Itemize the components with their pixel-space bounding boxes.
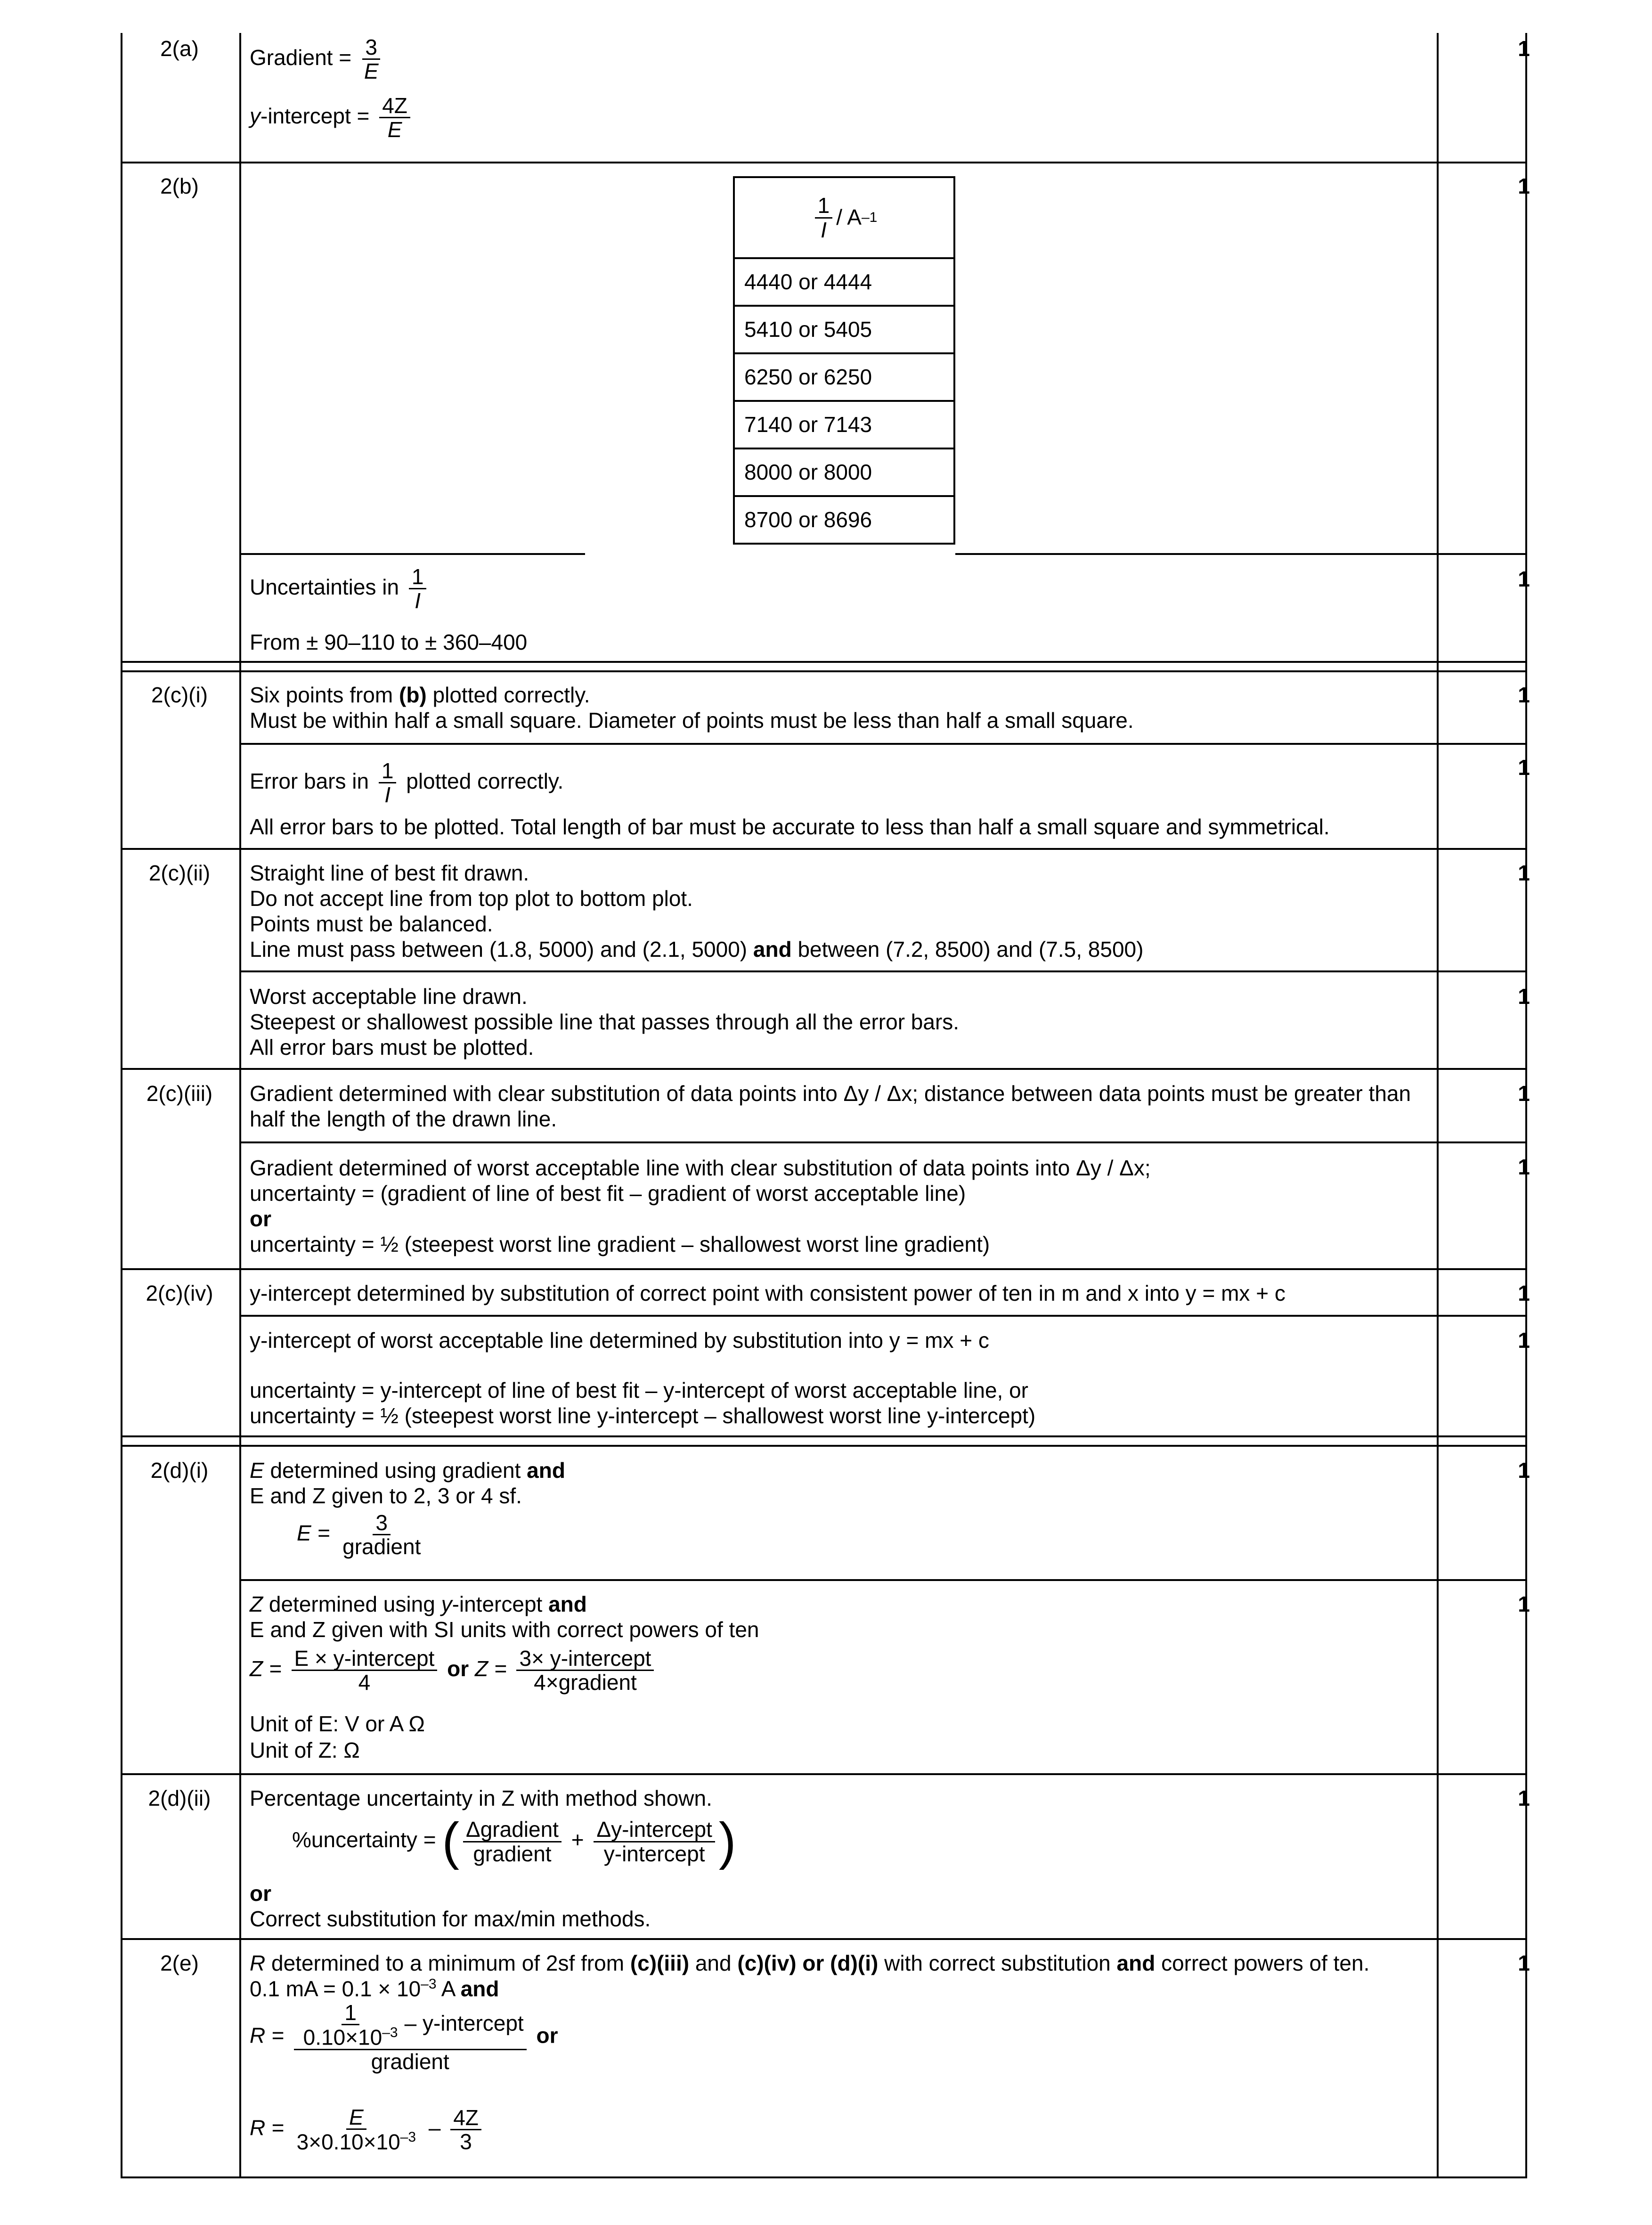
criterion-text: uncertainty = y-intercept of line of best fit – y-intercept of worst acceptable line, or <box>250 1378 1028 1402</box>
question-label: 2(c)(iv) <box>146 1281 213 1305</box>
criterion-text: E and Z given to 2, 3 or 4 sf. <box>250 1483 522 1508</box>
mark-value: 1 <box>1518 174 1530 198</box>
question-label: 2(e) <box>160 1951 199 1975</box>
criterion-text: 0.1 mA = $0.1 \times 10^{-3}$ A and <box>250 1976 499 2001</box>
row-divider <box>121 1268 1527 1270</box>
criterion-text: y-intercept determined by substitution of correct point with consistent power of ten in m and x into y = mx + c <box>250 1281 1286 1305</box>
mark-value: 1 <box>1518 1328 1530 1353</box>
formula-r-2: R = $\frac{E}{3\times 0.10\times 10^{-3}}$ – $\frac{4Z}{3}$ <box>250 2106 485 2153</box>
fraction: $\frac{E}{3\times 0.10\times 10^{-3}}$ <box>296 2105 416 2154</box>
row-divider <box>121 1938 1527 1940</box>
criterion-text: uncertainty = ½ (steepest worst line y-intercept – shallowest worst line y-intercept) <box>250 1403 1036 1428</box>
mark-value: 1 <box>1518 1281 1530 1305</box>
table-row: 7140 or 7143 <box>735 402 953 449</box>
criterion-text: or <box>250 1881 271 1906</box>
criterion-text: R determined to a minimum of 2sf from (c)(iii) and (c)(iv) or (d)(i) with correct substitution and correct powers of ten. <box>250 1951 1370 1975</box>
subrow-divider <box>239 743 1527 745</box>
criterion-text: E and Z given with SI units with correct powers of ten <box>250 1617 759 1642</box>
reciprocal-current-table <box>733 176 955 545</box>
criterion-text: Gradient determined of worst acceptable line with clear substitution of data points into Δy / Δx; <box>250 1156 1151 1180</box>
criterion-text: Must be within half a small square. Diameter of points must be less than half a small square. <box>250 708 1134 733</box>
fraction: $\frac{4Z}{3}$ <box>450 2106 481 2153</box>
fraction: $\frac{4Z}{E}$ <box>379 94 410 141</box>
criterion-text: Unit of E: V or A Ω <box>250 1712 425 1736</box>
mark-value: 1 <box>1518 1458 1530 1483</box>
criterion-text: Gradient determined with clear substitution of data points into Δy / Δx; distance between data points must be greater than <box>250 1081 1411 1106</box>
criterion-text: Steepest or shallowest possible line that passes through all the error bars. <box>250 1010 960 1034</box>
row-divider <box>121 1068 1527 1070</box>
column-divider-marks <box>1437 33 1439 2178</box>
fraction: $\frac{\text{3× y-intercept}}{\text{4×gradient}}$ <box>516 1647 654 1694</box>
criterion-text: Unit of Z: Ω <box>250 1738 360 1762</box>
criterion-text: Error bars in $\frac{1}{I}$ plotted correctly. <box>250 758 564 807</box>
mark-value: 1 <box>1518 984 1530 1009</box>
mark-value: 1 <box>1518 1155 1530 1179</box>
subrow-divider <box>239 1141 1527 1143</box>
table-border-bottom <box>121 2176 1527 2178</box>
question-label: 2(c)(ii) <box>148 861 211 885</box>
criterion-text: Straight line of best fit drawn. <box>250 861 529 885</box>
uncertainty-statement: Uncertainties in $\frac{1}{I}$ <box>250 565 430 612</box>
question-label: 2(d)(ii) <box>148 1786 211 1810</box>
question-label: 2(c)(i) <box>151 683 208 707</box>
criterion-text: Z determined using y-intercept and <box>250 1592 587 1616</box>
column-divider-question <box>239 33 241 2178</box>
formula-z: Z = $\frac{\text{E × y-intercept}}{4}$ or Z = $\frac{\text{3× y-intercept}}{\text{4×gradient}}$ <box>250 1647 658 1694</box>
question-label: 2(d)(i) <box>150 1458 209 1483</box>
question-label: 2(c)(iii) <box>146 1081 213 1106</box>
criterion-text: Do not accept line from top plot to bottom plot. <box>250 886 693 911</box>
uncertainty-range: From ± 90–110 to ± 360–400 <box>250 630 528 654</box>
fraction: $\frac{1}{0.10\times 10^{-3}}$ – y-intercept gradient <box>294 2001 527 2073</box>
subrow-divider <box>239 970 1527 972</box>
table-row: 4440 or 4444 <box>735 259 953 307</box>
criterion-text: Worst acceptable line drawn. <box>250 984 528 1009</box>
question-label: 2(b) <box>160 174 199 198</box>
row-divider <box>121 1435 1527 1437</box>
criterion-text: uncertainty = (gradient of line of best fit – gradient of worst acceptable line) <box>250 1181 966 1206</box>
fraction: $\frac{1}{I}$ <box>815 194 833 241</box>
fraction: $\frac{3}{\text{gradient}}$ <box>342 1510 421 1559</box>
table-row: 6250 or 6250 <box>735 354 953 402</box>
mark-value: 1 <box>1518 567 1530 591</box>
criterion-text: half the length of the drawn line. <box>250 1107 557 1131</box>
subrow-divider <box>239 1315 1527 1317</box>
mark-value: 1 <box>1518 1951 1530 1975</box>
criterion-text: Six points from (b) plotted correctly. <box>250 683 590 707</box>
fraction: $\frac{1}{I}$ <box>379 759 397 807</box>
criterion-text: E determined using gradient and <box>250 1458 565 1483</box>
mark-value: 1 <box>1518 36 1530 61</box>
criterion-text: Points must be balanced. <box>250 912 493 936</box>
row-divider <box>121 848 1527 850</box>
mark-value: 1 <box>1518 683 1530 707</box>
mark-value: 1 <box>1518 755 1530 780</box>
fraction: $\frac{\text{E × y-intercept}}{4}$ <box>292 1647 438 1694</box>
mark-value: 1 <box>1518 1081 1530 1106</box>
fraction: $\frac{\text{Δy-intercept}}{\text{y-intercept}}$ <box>594 1818 715 1865</box>
mark-value: 1 <box>1518 861 1530 885</box>
row-divider <box>121 162 1527 163</box>
criterion-text: Correct substitution for max/min methods. <box>250 1907 651 1931</box>
fraction: $\frac{1}{0.10\times 10^{-3}}$ <box>303 2000 398 2050</box>
subrow-divider <box>239 553 585 555</box>
table-row: 5410 or 5405 <box>735 307 953 354</box>
criterion-text: All error bars to be plotted. Total length of bar must be accurate to less than half a small square and symmetrical. <box>250 815 1330 839</box>
subrow-divider <box>955 553 1527 555</box>
criterion-text: Percentage uncertainty in Z with method shown. <box>250 1786 712 1810</box>
table-row: 8700 or 8696 <box>744 507 872 532</box>
table-header: $\frac{1}{I}$ / A –1 <box>735 178 953 259</box>
gradient-expression: Gradient = $\frac{3}{E}$ <box>250 36 385 83</box>
formula-e: E = $\frac{3}{\text{gradient}}$ <box>297 1511 427 1558</box>
criterion-text: or <box>250 1206 271 1231</box>
fraction: $\frac{3}{E}$ <box>361 36 382 83</box>
subrow-divider <box>239 1579 1527 1581</box>
formula-r-1: R = $\frac{1}{0.10\times 10^{-3}}$ – y-intercept gradient or <box>250 2000 558 2074</box>
criterion-text: All error bars must be plotted. <box>250 1035 534 1060</box>
y-intercept-expression: y-intercept = $\frac{4Z}{E}$ <box>250 94 414 141</box>
fraction: $\frac{1}{I}$ <box>409 565 427 612</box>
row-divider <box>121 661 1527 663</box>
mark-value: 1 <box>1518 1592 1530 1616</box>
criterion-text: y-intercept of worst acceptable line determined by substitution into y = mx + c <box>250 1328 989 1353</box>
criterion-text: Line must pass between (1.8, 5000) and (2.1, 5000) and between (7.2, 8500) and (7.5, 8500) <box>250 937 1144 962</box>
fraction: $\frac{\text{Δgradient}}{\text{gradient}}$ <box>463 1818 562 1865</box>
row-divider <box>121 1445 1527 1447</box>
criterion-text: uncertainty = ½ (steepest worst line gradient – shallowest worst line gradient) <box>250 1232 990 1256</box>
question-label: 2(a) <box>160 36 199 61</box>
formula-percentage-uncertainty: %uncertainty = ( $\frac{\text{Δgradient}}{\text{gradient}}$ + $\frac{\text{Δy-intercept}}{\text{y-intercept}}$ ) <box>292 1812 736 1870</box>
row-divider <box>121 670 1527 672</box>
mark-value: 1 <box>1518 1786 1530 1810</box>
table-row: 8000 or 8000 <box>735 449 953 497</box>
row-divider <box>121 1773 1527 1775</box>
